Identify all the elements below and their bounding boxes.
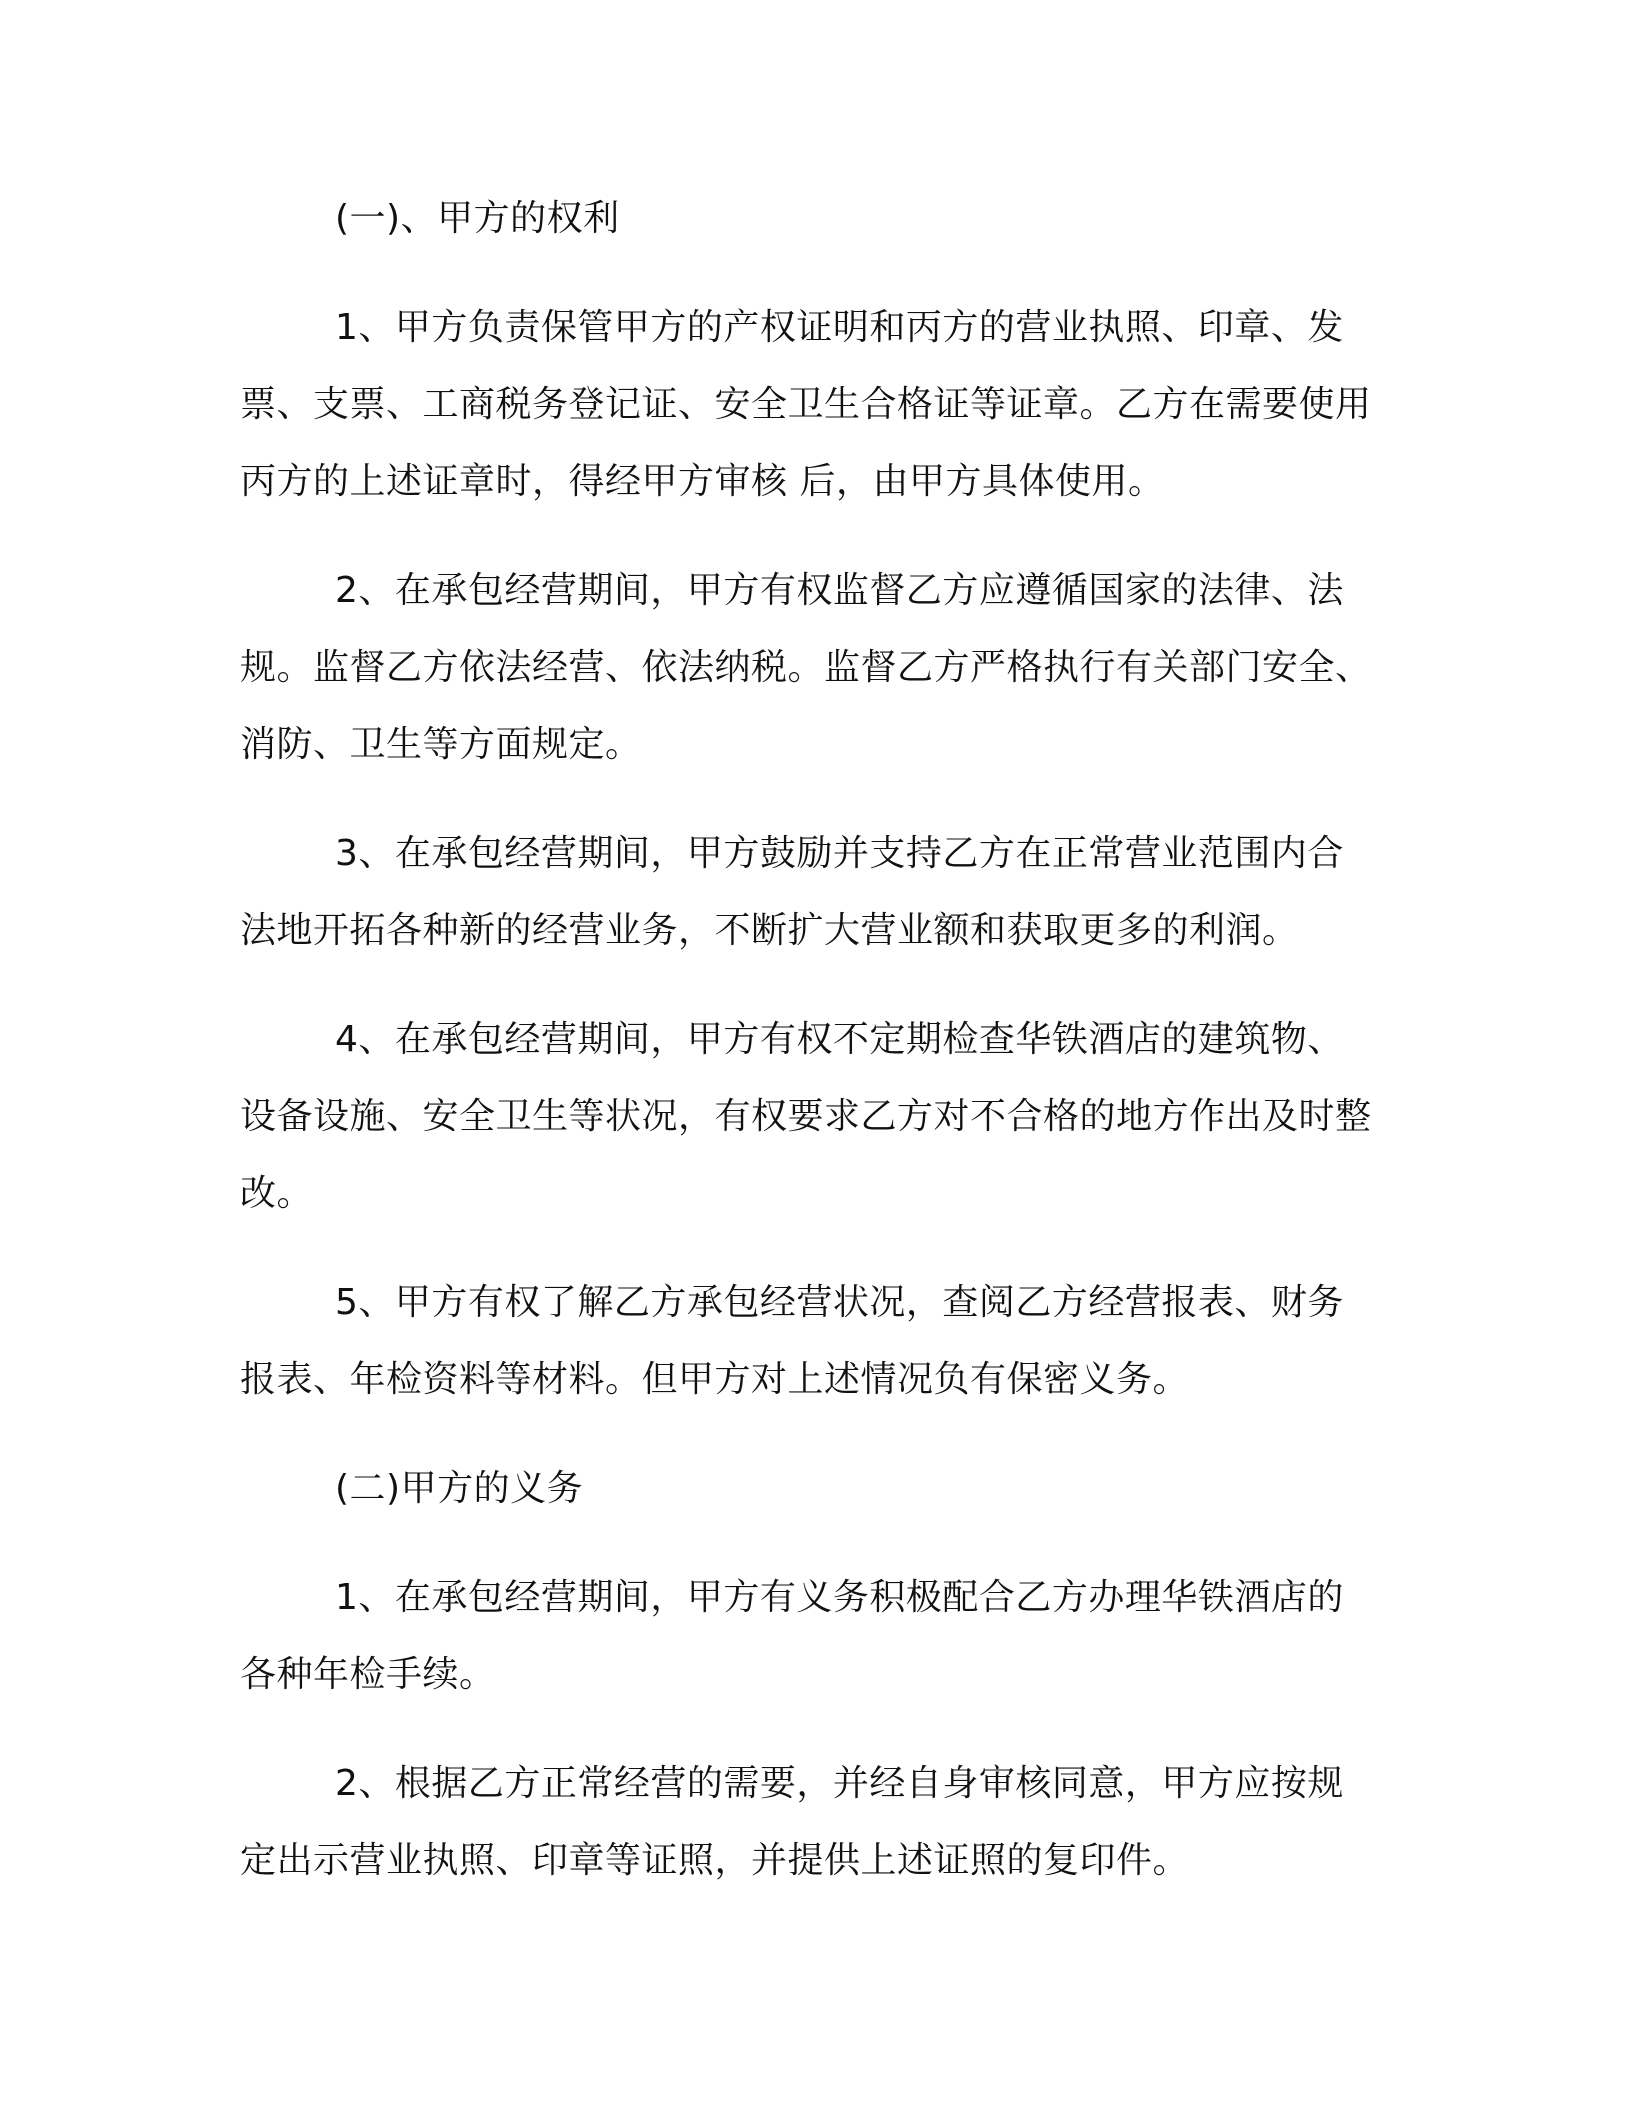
- rights-item-3: 3、在承包经营期间，甲方鼓励并支持乙方在正常营业范围内合法地开拓各种新的经营业务，不断扩大营业额和获取更多的利润。: [240, 833, 1344, 951]
- rights-item-1: 1、甲方负责保管甲方的产权证明和丙方的营业执照、印章、发票、支票、工商税务登记证、安全卫生合格证等证章。乙方在需要使用丙方的上述证章时，得经甲方审核 后，由甲方具体使用。: [240, 307, 1372, 502]
- rights-item-2: 2、在承包经营期间，甲方有权监督乙方应遵循国家的法律、法规。监督乙方依法经营、依法纳税。监督乙方严格执行有关部门安全、消防、卫生等方面规定。: [240, 570, 1372, 765]
- section-heading-rights: (一)、甲方的权利: [335, 198, 620, 239]
- obligations-item-1: 1、在承包经营期间，甲方有义务积极配合乙方办理华铁酒店的各种年检手续。: [240, 1577, 1344, 1695]
- document-page: [240, 180, 1380, 1931]
- rights-item-4: 4、在承包经营期间，甲方有权不定期检查华铁酒店的建筑物、设备设施、安全卫生等状况，有权要求乙方对不合格的地方作出及时整改。: [240, 1019, 1372, 1214]
- obligations-item-2: 2、根据乙方正常经营的需要，并经自身审核同意，甲方应按规定出示营业执照、印章等证照，并提供上述证照的复印件。: [240, 1763, 1344, 1881]
- rights-item-5: 5、甲方有权了解乙方承包经营状况，查阅乙方经营报表、财务报表、年检资料等材料。但甲方对上述情况负有保密义务。: [240, 1282, 1344, 1400]
- section-heading-obligations: (二)甲方的义务: [335, 1468, 584, 1509]
